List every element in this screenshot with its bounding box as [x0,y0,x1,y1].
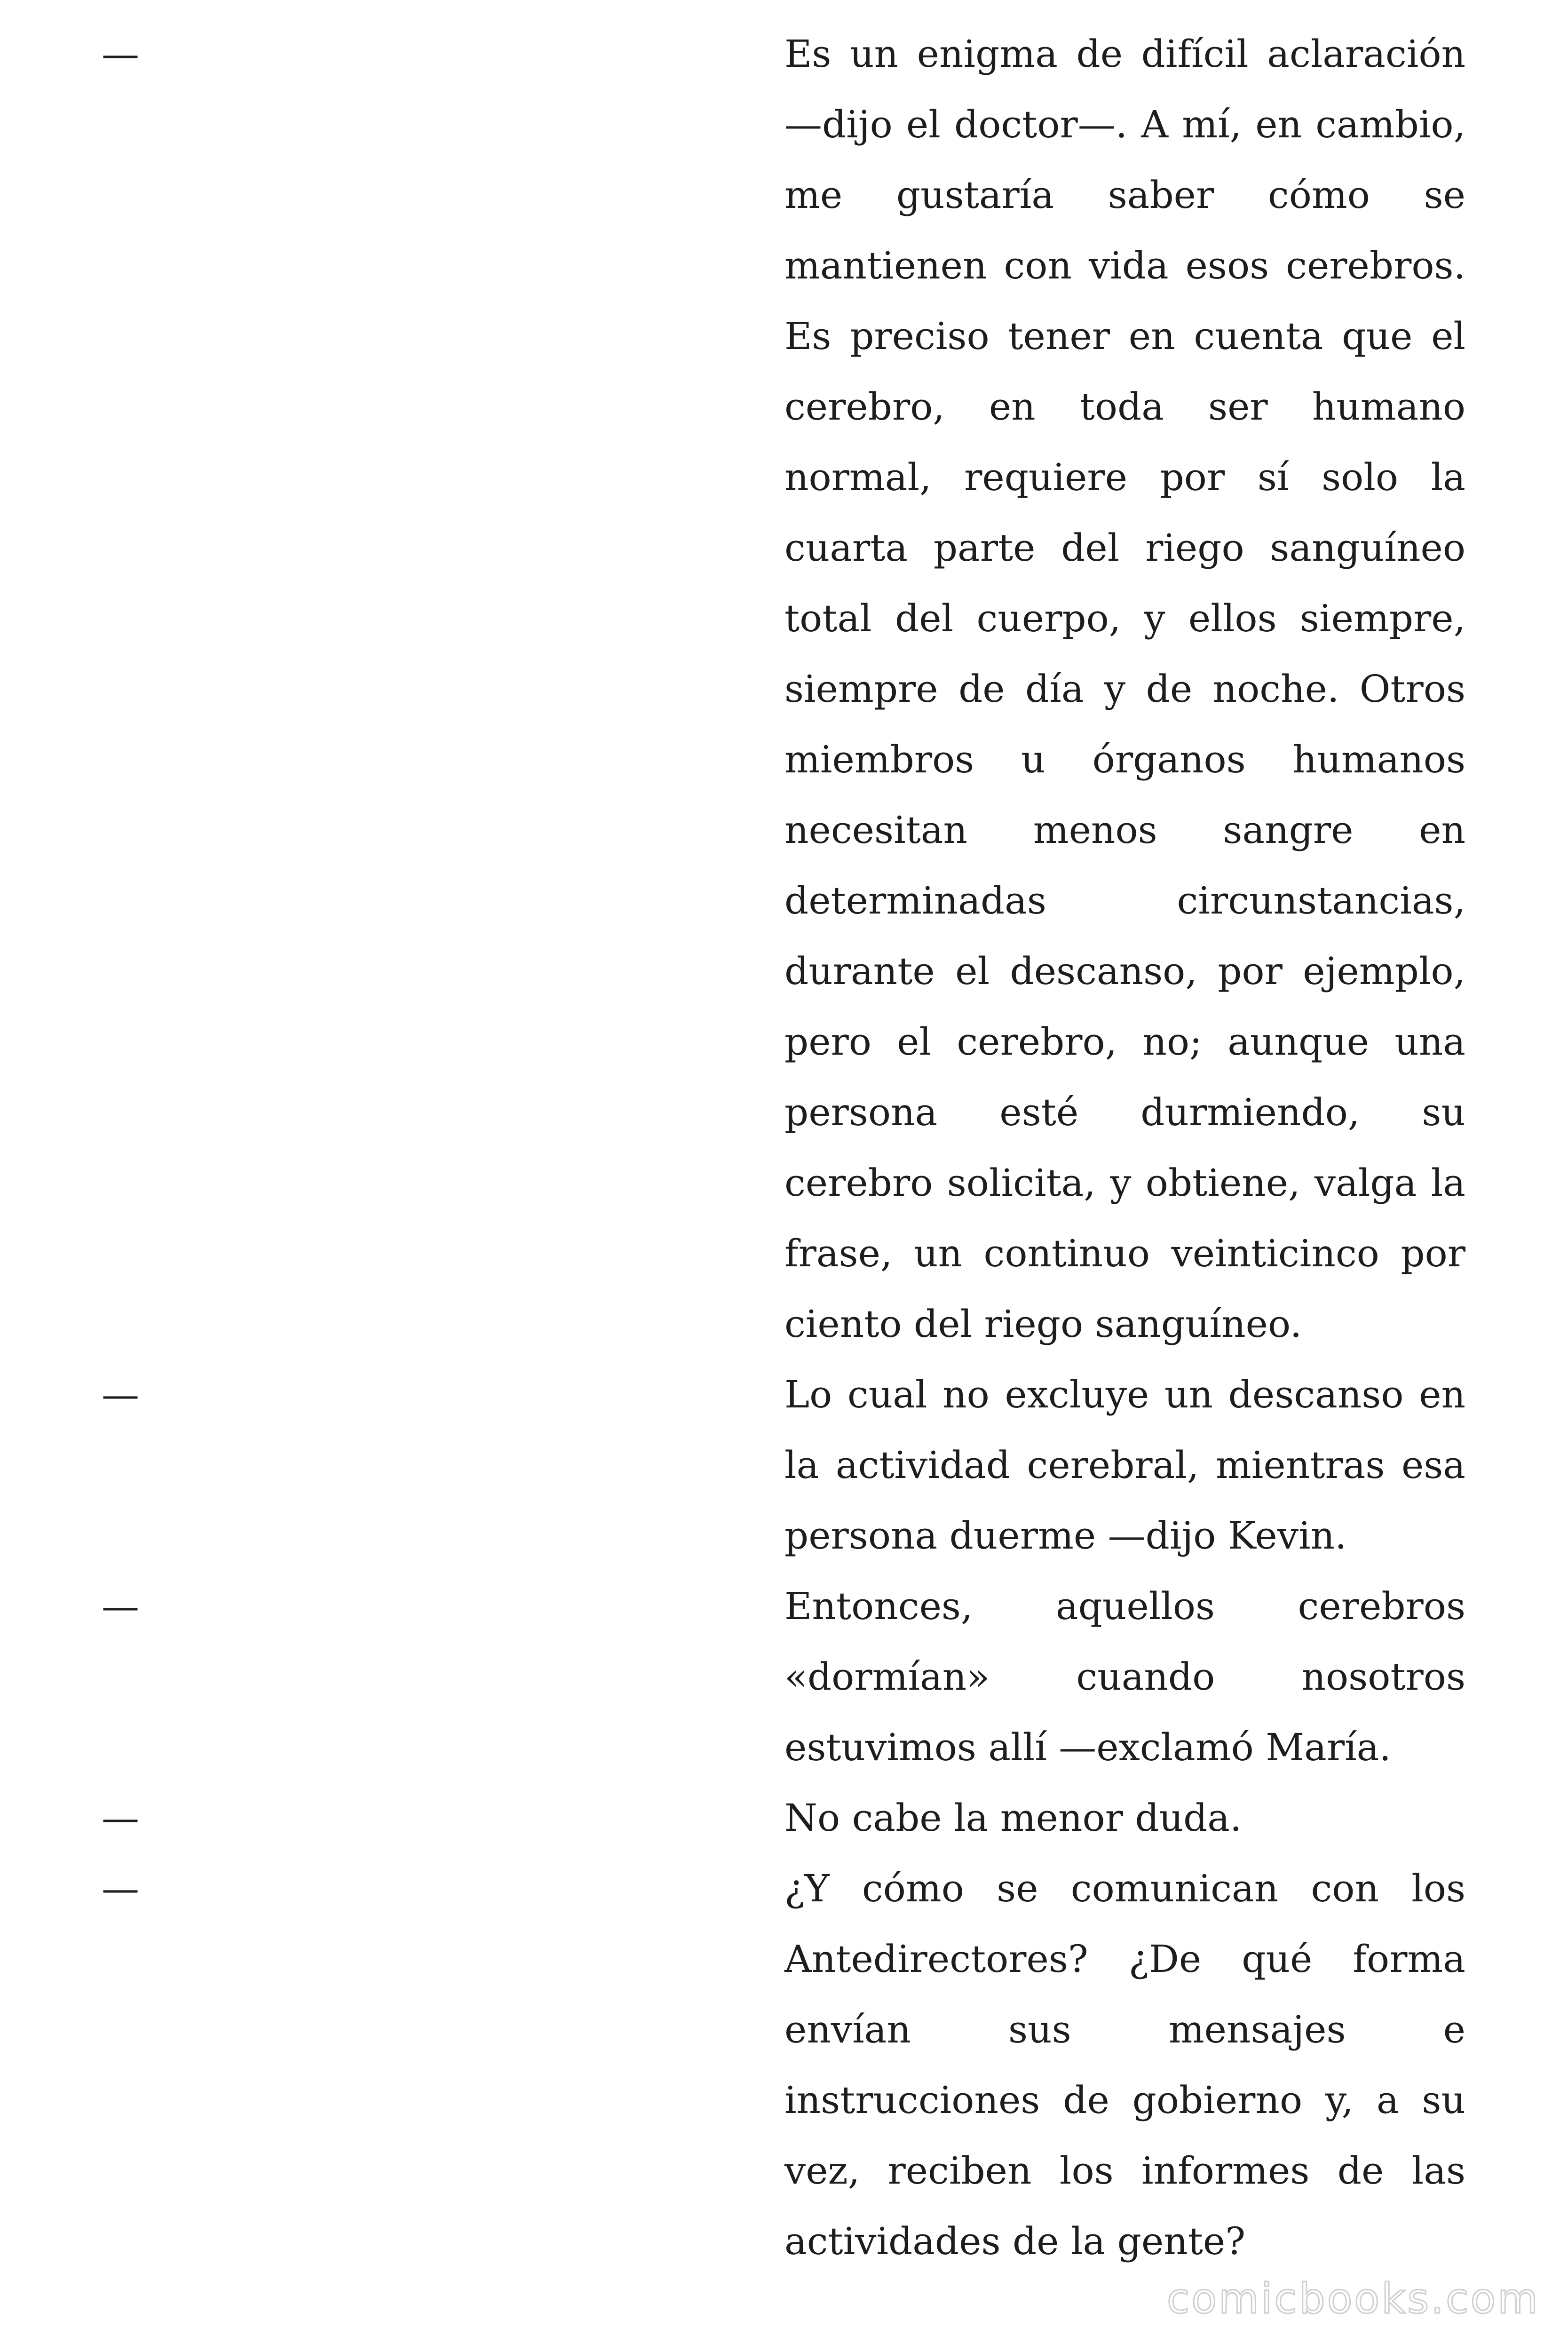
dialogue-dash: — [102,1867,139,1910]
dialogue-paragraph: ¿Y cómo se comunican con los Antedirectores? ¿De qué forma envían sus mensajes e instrucciones de gobierno y, a su vez, reciben los informes de las actividades de la gente? [784,1867,1465,2263]
dialogue-dash: — [102,1584,139,1628]
dialogue-dash: — [102,32,139,76]
watermark: comicbooks.com [1166,2274,1540,2323]
dialogue-dash: — [102,1796,139,1840]
dialogue-paragraph: Lo cual no excluye un descanso en la actividad cerebral, mientras esa persona duerme —dijo Kevin. [784,1373,1465,1557]
dialogue-paragraph: Entonces, aquellos cerebros «dormían» cuando nosotros estuvimos allí —exclamó María. [784,1584,1465,1769]
dialogue-dash: — [102,1373,139,1416]
dialogue-paragraph: Es un enigma de difícil aclaración —dijo el doctor—. A mí, en cambio, me gustaría saber cómo se mantienen con vida esos cerebros. Es preciso tener en cuenta que el cerebro, en toda ser humano normal, requiere por sí solo la cuarta parte del riego sanguíneo total del cuerpo, y ellos siempre, siempre de día y de noche. Otros miembros u órganos humanos necesitan menos sangre en determinadas circunstancias, durante el descanso, por ejemplo, pero el cerebro, no; aunque una persona esté durmiendo, su cerebro solicita, y obtiene, valga la frase, un continuo veinticinco por ciento del riego sanguíneo. [784,32,1465,1346]
dialogue-paragraph: No cabe la menor duda. [784,1796,1242,1840]
